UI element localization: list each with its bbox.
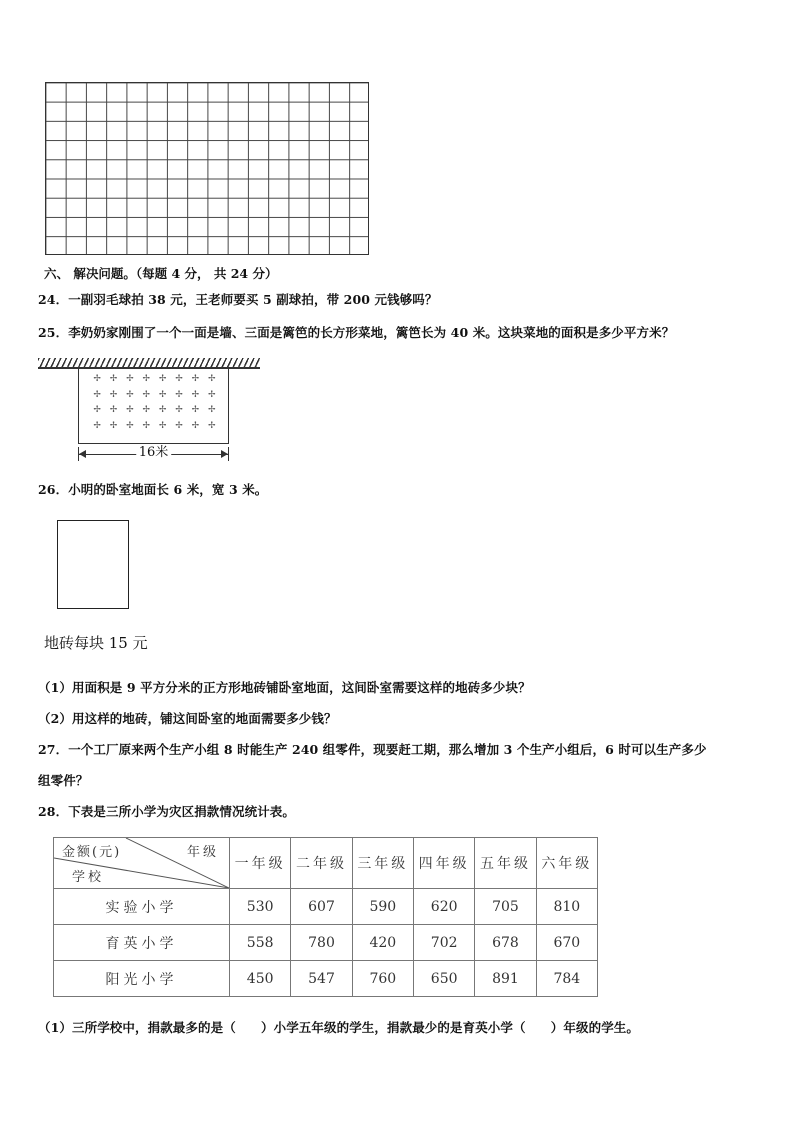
plant-icon: ✢ — [142, 405, 151, 415]
donation-table — [53, 837, 598, 997]
question-27-line-2: 组零件？ — [38, 773, 89, 788]
plant-icon: ✢ — [142, 389, 151, 400]
table-row — [54, 889, 598, 925]
plant-icon: ✢ — [126, 405, 134, 415]
table-row — [54, 961, 598, 997]
table-cell: 891 — [475, 961, 536, 997]
plant-icon: ✢ — [158, 405, 167, 415]
question-26-part-1: （1）用面积是 9 平方分米的正方形地砖铺卧室地面，这间卧室需要这样的地砖多少块？ — [38, 680, 531, 695]
plant-icon: ✢ — [175, 405, 183, 415]
corner-school-label: 学校 — [72, 870, 105, 885]
table-cell: 760 — [352, 961, 413, 997]
section-heading: 六、 解决问题。（每题 4 分， 共 24 分） — [44, 266, 278, 281]
table-cell: 420 — [352, 925, 413, 961]
plant-icon: ✢ — [208, 374, 216, 384]
plant-icon: ✢ — [158, 374, 167, 384]
plant-icon: ✢ — [175, 389, 183, 400]
plant-icon: ✢ — [142, 374, 151, 384]
plant-icon: ✢ — [208, 405, 216, 415]
plant-icon: ✢ — [175, 374, 183, 384]
table-header-row — [54, 838, 598, 889]
question-25: 25．李奶奶家刚围了一个一面是墙、三面是篱笆的长方形菜地，篱笆长为 40 米。这块菜地的面积是多少平方米？ — [38, 325, 675, 340]
plant-icon: ✢ — [109, 389, 118, 400]
plant-icon: ✢ — [93, 420, 101, 431]
plant-icon: ✢ — [93, 389, 101, 400]
plant-icon: ✢ — [208, 420, 216, 431]
header-grade-5: 五年级 — [475, 838, 536, 889]
plant-icon: ✢ — [93, 374, 101, 384]
width-label: 16米 — [136, 445, 172, 461]
school-name: 育英小学 — [54, 925, 230, 961]
table-cell: 702 — [413, 925, 474, 961]
table-cell: 670 — [536, 925, 597, 961]
table-cell: 620 — [413, 889, 474, 925]
plant-icon: ✢ — [191, 374, 200, 384]
table-cell: 547 — [291, 961, 352, 997]
plant-icon: ✢ — [126, 374, 134, 384]
arrow-right-icon — [221, 450, 228, 458]
tile-price-note: 地砖每块 15 元 — [44, 634, 148, 652]
header-grade-4: 四年级 — [413, 838, 474, 889]
question-27-line-1: 27．一个工厂原来两个生产小组 8 时能生产 240 组零件，现要赶工期，那么增加 3 个生产小组后，6 时可以生产多少 — [38, 742, 707, 757]
plant-icon: ✢ — [175, 420, 183, 431]
plant-icon: ✢ — [191, 389, 200, 400]
table-cell: 678 — [475, 925, 536, 961]
width-dimension — [78, 447, 229, 461]
table-cell: 590 — [352, 889, 413, 925]
plant-icon: ✢ — [126, 420, 134, 431]
table-cell: 705 — [475, 889, 536, 925]
question-26: 26．小明的卧室地面长 6 米，宽 3 米。 — [38, 482, 268, 497]
header-grade-6: 六年级 — [536, 838, 597, 889]
table-row — [54, 925, 598, 961]
plant-icon: ✢ — [126, 389, 134, 400]
table-cell: 810 — [536, 889, 597, 925]
bedroom-rectangle — [57, 520, 129, 609]
table-cell: 650 — [413, 961, 474, 997]
table-cell: 558 — [230, 925, 291, 961]
corner-grade-label: 年级 — [186, 845, 219, 860]
vegetable-garden-figure — [78, 367, 229, 444]
plant-icon: ✢ — [208, 389, 216, 400]
table-cell: 784 — [536, 961, 597, 997]
plant-icon: ✢ — [142, 420, 151, 431]
arrow-left-icon — [79, 450, 86, 458]
table-cell: 530 — [230, 889, 291, 925]
table-cell: 780 — [291, 925, 352, 961]
question-28: 28．下表是三所小学为灾区捐款情况统计表。 — [38, 804, 295, 819]
question-28-part-1: （1）三所学校中，捐款最多的是（ ）小学五年级的学生，捐款最少的是育英小学（ ）年级的学生。 — [38, 1020, 639, 1035]
square-grid — [45, 82, 369, 255]
question-26-part-2: （2）用这样的地砖，铺这间卧室的地面需要多少钱？ — [38, 711, 337, 726]
plant-icon: ✢ — [158, 420, 167, 431]
plant-icon: ✢ — [191, 405, 200, 415]
header-grade-1: 一年级 — [230, 838, 291, 889]
header-grade-2: 二年级 — [291, 838, 352, 889]
header-grade-3: 三年级 — [352, 838, 413, 889]
table-corner-cell — [54, 838, 230, 889]
table-cell: 450 — [230, 961, 291, 997]
dimension-tick-right — [228, 447, 229, 461]
plant-icon: ✢ — [109, 420, 118, 431]
plant-icon: ✢ — [191, 420, 200, 431]
table-cell: 607 — [291, 889, 352, 925]
plant-icon: ✢ — [93, 405, 101, 415]
school-name: 阳光小学 — [54, 961, 230, 997]
plant-icon: ✢ — [109, 374, 118, 384]
corner-amount-label: 金额(元) — [62, 845, 122, 860]
plant-icon: ✢ — [158, 389, 167, 400]
school-name: 实验小学 — [54, 889, 230, 925]
plant-icon: ✢ — [109, 405, 118, 415]
question-24: 24．一副羽毛球拍 38 元，王老师要买 5 副球拍，带 200 元钱够吗？ — [38, 292, 438, 307]
